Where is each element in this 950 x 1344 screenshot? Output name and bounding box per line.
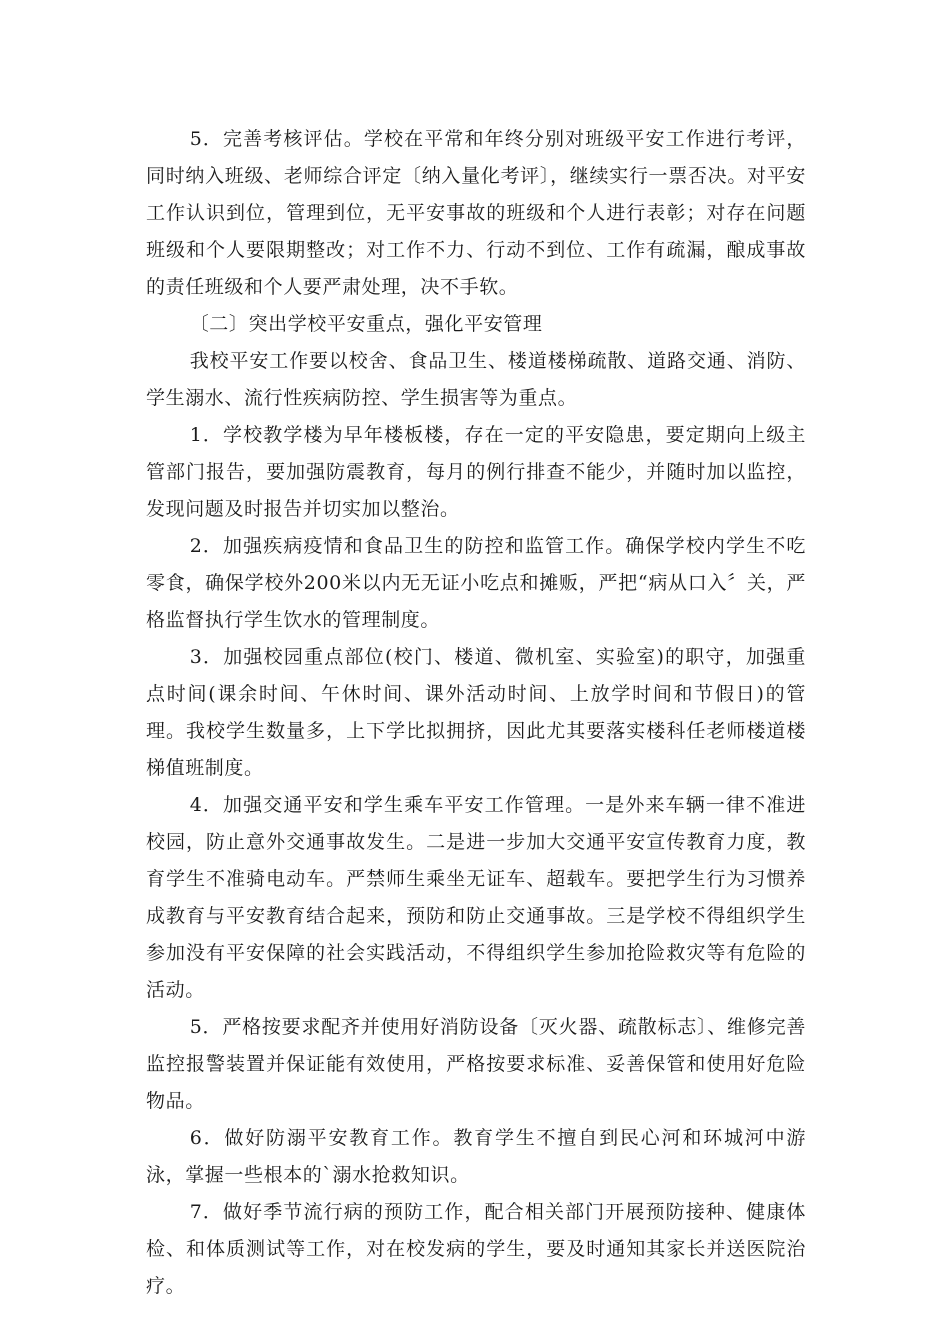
paragraph-assessment: 5．完善考核评估。学校在平常和年终分别对班级平安工作进行考评，同时纳入班级、老师综合评定〔纳入量化考评〕，继续实行一票否决。对平安工作认识到位，管理到位，无平安事故的班级和个人进行表彰；对存在问题班级和个人要限期整改；对工作不力、行动不到位、工作有疏漏，酿成事故的责任班级和个人要严肃处理，决不手软。 bbox=[146, 128, 806, 298]
paragraph-item-1: 1．学校教学楼为早年楼板楼，存在一定的平安隐患，要定期向上级主管部门报告，要加强防震教育，每月的例行排查不能少，并随时加以监控，发现问题及时报告并切实加以整治。 bbox=[146, 424, 806, 520]
paragraph-item-5: 5．严格按要求配齐并使用好消防设备〔灭火器、疏散标志〕、维修完善监控报警装置并保证能有效使用，严格按要求标准、妥善保管和使用好危险物品。 bbox=[146, 1016, 806, 1112]
paragraph-focus: 我校平安工作要以校舍、食品卫生、楼道楼梯疏散、道路交通、消防、学生溺水、流行性疾病防控、学生损害等为重点。 bbox=[146, 350, 806, 409]
document-body bbox=[146, 121, 806, 1305]
section-heading: 〔二〕突出学校平安重点，强化平安管理 bbox=[189, 313, 543, 335]
paragraph-item-4: 4．加强交通平安和学生乘车平安工作管理。一是外来车辆一律不准进校园，防止意外交通事故发生。二是进一步加大交通平安宣传教育力度，教育学生不准骑电动车。严禁师生乘坐无证车、超载车。要把学生行为习惯养成教育与平安教育结合起来，预防和防止交通事故。三是学校不得组织学生参加没有平安保障的社会实践活动，不得组织学生参加抢险救灾等有危险的活动。 bbox=[146, 794, 806, 1001]
paragraph-item-3: 3．加强校园重点部位(校门、楼道、微机室、实验室)的职守，加强重点时间(课余时间、午休时间、课外活动时间、上放学时间和节假日)的管理。我校学生数量多，上下学比拟拥挤，因此尤其要落实楼科任老师楼道楼梯值班制度。 bbox=[146, 646, 806, 779]
paragraph-item-7: 7．做好季节流行病的预防工作，配合相关部门开展预防接种、健康体检、和体质测试等工作，对在校发病的学生，要及时通知其家长并送医院治疗。 bbox=[146, 1201, 806, 1297]
paragraph-item-6: 6．做好防溺平安教育工作。教育学生不擅自到民心河和环城河中游泳，掌握一些根本的`溺水抢救知识。 bbox=[146, 1127, 806, 1186]
paragraph-item-2: 2．加强疾病疫情和食品卫生的防控和监管工作。确保学校内学生不吃零食，确保学校外200米以内无无证小吃点和摊贩，严把“病从口入〞关，严格监督执行学生饮水的管理制度。 bbox=[146, 535, 806, 631]
